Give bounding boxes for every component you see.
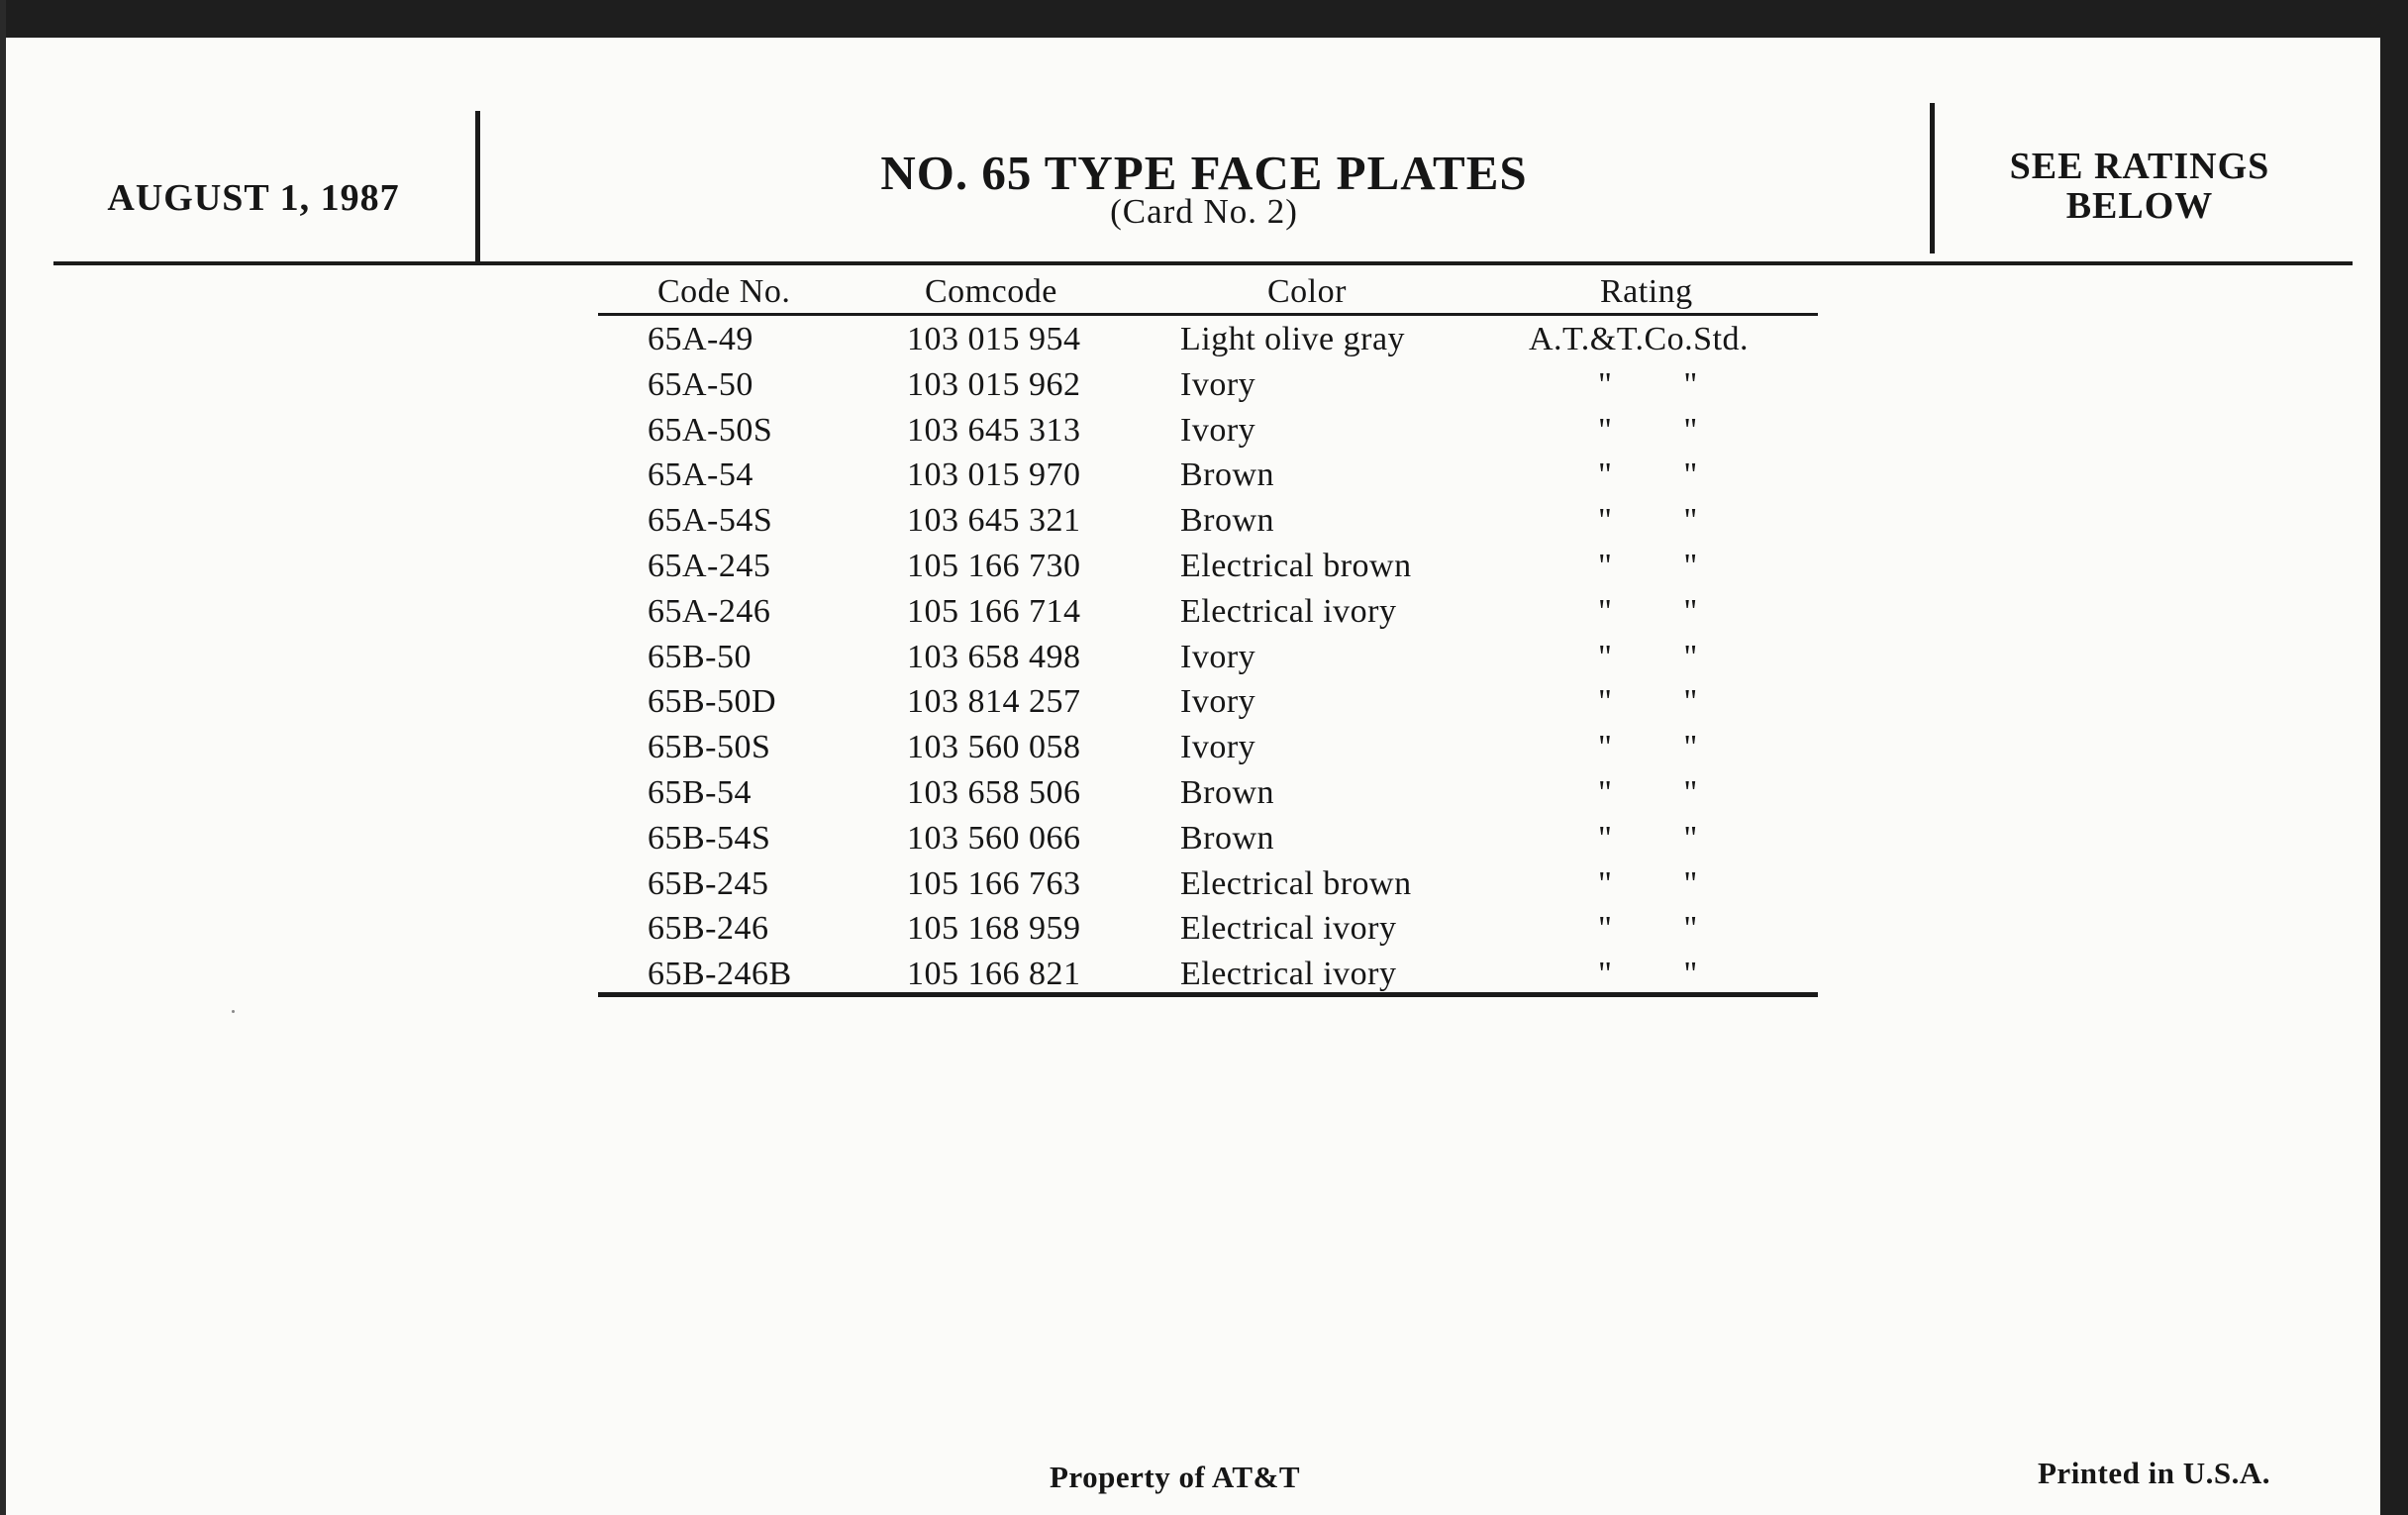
cell-color: Electrical ivory: [1180, 956, 1397, 993]
cell-comcode: 103 015 954: [907, 321, 1081, 357]
cell-code: 65B-246: [648, 910, 769, 948]
cell-color: Ivory: [1180, 411, 1256, 449]
header-divider-left: [475, 111, 480, 263]
cell-rating: " ": [1598, 819, 1698, 857]
scan-border-right: [2380, 0, 2408, 1515]
cell-rating: " ": [1598, 502, 1698, 540]
cell-code: 65B-54S: [648, 819, 771, 857]
table-rule-bottom: [598, 992, 1818, 997]
header-divider-right: [1930, 103, 1935, 253]
cell-color: Light olive gray: [1180, 321, 1406, 357]
cell-color: Ivory: [1180, 683, 1256, 721]
cell-code: 65A-54: [648, 456, 753, 494]
table-row: [598, 362, 1818, 408]
table-row: [598, 770, 1818, 816]
cell-color: Brown: [1180, 502, 1275, 540]
table-row: [598, 861, 1818, 907]
cell-code: 65B-245: [648, 864, 769, 902]
cell-color: Electrical ivory: [1180, 592, 1397, 630]
cell-rating: " ": [1598, 773, 1698, 811]
cell-rating: " ": [1598, 683, 1698, 721]
cell-code: 65A-245: [648, 547, 771, 584]
cell-comcode: 103 658 498: [907, 638, 1081, 675]
column-header-rating: Rating: [1600, 273, 1693, 310]
cell-comcode: 103 645 313: [907, 411, 1081, 449]
table-row: [598, 408, 1818, 454]
ratings-note-line2: BELOW: [2065, 185, 2214, 227]
cell-color: Electrical ivory: [1180, 910, 1397, 948]
cell-comcode: 105 166 730: [907, 547, 1081, 584]
printed-notice: Printed in U.S.A.: [2038, 1456, 2270, 1490]
cell-color: Ivory: [1180, 638, 1256, 675]
cell-rating: " ": [1598, 411, 1698, 449]
table-row: [598, 906, 1818, 952]
cell-code: 65B-50D: [648, 683, 777, 721]
cell-comcode: 103 560 058: [907, 729, 1081, 766]
table-row: [598, 544, 1818, 589]
cell-rating: " ": [1598, 456, 1698, 494]
document-card: [6, 38, 2380, 1515]
cell-code: 65A-246: [648, 592, 771, 630]
table-row: [598, 498, 1818, 544]
cell-rating: A.T.&T.Co.Std.: [1529, 321, 1750, 357]
cell-rating: " ": [1598, 956, 1698, 993]
cell-code: 65A-50S: [648, 411, 773, 449]
cell-comcode: 105 168 959: [907, 910, 1081, 948]
table-row: [598, 725, 1818, 770]
table-row: [598, 679, 1818, 725]
cell-comcode: 105 166 763: [907, 864, 1081, 902]
cell-code: 65B-54: [648, 773, 752, 811]
cell-color: Electrical brown: [1180, 547, 1412, 584]
cell-comcode: 103 645 321: [907, 502, 1081, 540]
table-row: [598, 317, 1818, 362]
cell-rating: " ": [1598, 547, 1698, 584]
cell-comcode: 103 015 962: [907, 365, 1081, 403]
card-number: (Card No. 2): [1110, 192, 1298, 231]
table-row: [598, 816, 1818, 861]
table-row: [598, 453, 1818, 498]
table-body: [598, 317, 1818, 997]
cell-code: 65A-50: [648, 365, 753, 403]
cell-code: 65B-246B: [648, 956, 792, 993]
cell-color: Ivory: [1180, 729, 1256, 766]
cell-rating: " ": [1598, 864, 1698, 902]
column-header-color: Color: [1267, 273, 1347, 310]
table-row: [598, 589, 1818, 635]
table-row: [598, 952, 1818, 997]
cell-color: Electrical brown: [1180, 864, 1412, 902]
cell-rating: " ": [1598, 365, 1698, 403]
cell-rating: " ": [1598, 729, 1698, 766]
cell-comcode: 105 166 714: [907, 592, 1081, 630]
cell-comcode: 103 658 506: [907, 773, 1081, 811]
face-plates-table: [598, 267, 1818, 993]
ratings-note: [1937, 147, 2343, 226]
property-notice: Property of AT&T: [1050, 1460, 1301, 1494]
cell-color: Brown: [1180, 456, 1275, 494]
scan-speck: [232, 1010, 235, 1013]
page-title: NO. 65 TYPE FACE PLATES: [880, 146, 1528, 200]
column-header-comcode: Comcode: [925, 273, 1057, 310]
scan-border-top: [0, 0, 2408, 38]
cell-code: 65A-49: [648, 321, 753, 357]
cell-code: 65B-50: [648, 638, 752, 675]
cell-code: 65B-50S: [648, 729, 771, 766]
cell-comcode: 103 015 970: [907, 456, 1081, 494]
ratings-note-line1: SEE RATINGS: [2009, 146, 2270, 187]
cell-color: Brown: [1180, 819, 1275, 857]
column-header-code: Code No.: [657, 273, 791, 310]
cell-rating: " ": [1598, 592, 1698, 630]
table-rule-top: [598, 313, 1818, 316]
issue-date: AUGUST 1, 1987: [107, 177, 400, 219]
cell-comcode: 103 560 066: [907, 819, 1081, 857]
table-row: [598, 635, 1818, 680]
cell-rating: " ": [1598, 910, 1698, 948]
cell-comcode: 103 814 257: [907, 683, 1081, 721]
cell-code: 65A-54S: [648, 502, 773, 540]
cell-color: Brown: [1180, 773, 1275, 811]
cell-comcode: 105 166 821: [907, 956, 1081, 993]
cell-color: Ivory: [1180, 365, 1256, 403]
cell-rating: " ": [1598, 638, 1698, 675]
table-header: [598, 267, 1818, 313]
header-rule: [53, 261, 2353, 265]
